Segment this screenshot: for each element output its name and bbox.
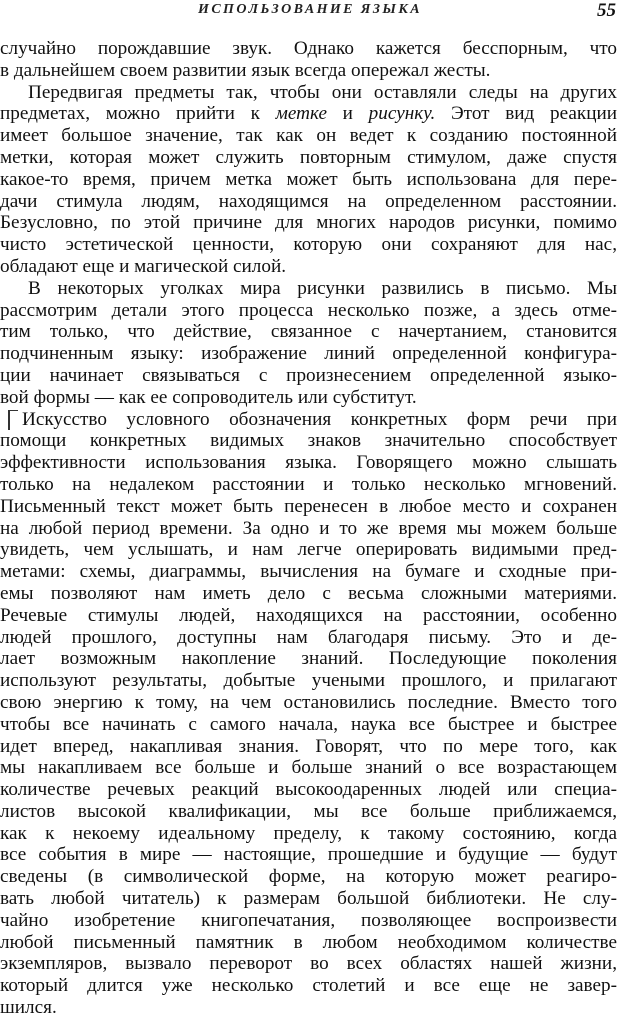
line-text: В некоторых уголках мира рисунки развились в письмо. Мы bbox=[28, 277, 617, 299]
line-text: на любой период времени. За одно и то же время мы можем больше bbox=[0, 517, 617, 539]
line-text: Передвигая предметы так, чтобы они оставляли следы на других bbox=[28, 81, 617, 103]
text-line bbox=[0, 975, 617, 997]
line-text: мы накапливаем все больше и больше знаний о все возрастающем bbox=[0, 757, 617, 779]
line-text: вой формы — как ее сопроводитель или субститут. bbox=[0, 386, 417, 408]
line-text: шился. bbox=[0, 997, 57, 1019]
text-line bbox=[0, 212, 617, 234]
line-text: Речевые стимулы людей, находящихся на расстоянии, особенно bbox=[0, 604, 617, 626]
line-text: лает возможным накопление знаний. Последующие поколения bbox=[0, 648, 617, 670]
text-line bbox=[0, 278, 617, 300]
line-text: только на недалеком расстоянии и только несколько мгновений. bbox=[0, 473, 617, 495]
text-line bbox=[0, 627, 617, 649]
text-line bbox=[0, 474, 617, 496]
line-text: идет вперед, накапливая знания. Говорят, что по мере того, как bbox=[0, 735, 617, 757]
line-text: количестве речевых реакций высокоодаренных людей или специа- bbox=[0, 779, 617, 801]
text-run: Этот вид реакции bbox=[435, 103, 617, 125]
line-text: метки, которая может служить повторным стимулом, даже спустя bbox=[0, 146, 617, 168]
line-text: Безусловно, по этой причине для многих народов рисунки, помимо bbox=[0, 212, 617, 234]
line-text: емы позволяют нам иметь дело с весьма сложными материями. bbox=[0, 582, 617, 604]
text-line bbox=[0, 866, 617, 888]
text-line bbox=[0, 932, 617, 954]
text-line bbox=[0, 191, 617, 213]
line-text: чисто эстетической ценности, которую они сохраняют для нас, bbox=[0, 234, 617, 256]
line-text: обладают еще и магической силой. bbox=[0, 255, 287, 277]
text-line bbox=[0, 779, 617, 801]
text-line bbox=[0, 300, 617, 322]
italic-term: метке bbox=[275, 103, 327, 125]
text-line bbox=[0, 38, 617, 60]
line-text: Письменный текст может быть перенесен в любое место и сохранен bbox=[0, 495, 617, 517]
line-text: тим только, что действие, связанное с начертанием, становится bbox=[0, 321, 617, 343]
italic-term: рисунку. bbox=[368, 103, 436, 125]
text-line bbox=[0, 823, 617, 845]
text-line bbox=[0, 605, 617, 627]
text-line bbox=[0, 736, 617, 758]
running-head bbox=[0, 0, 620, 24]
line-text: помощи конкретных видимых знаков значительно способствует bbox=[0, 430, 617, 452]
text-line bbox=[0, 60, 617, 82]
line-text: чтобы все начинать с самого начала, наука все быстрее и быстрее bbox=[0, 713, 617, 735]
line-text: людей прошлого, доступны нам благодаря письму. Это и де- bbox=[0, 626, 617, 648]
line-text: ции начинает связываться с произнесением определенной языко- bbox=[0, 364, 617, 386]
text-line bbox=[0, 910, 617, 932]
line-text: сведены (в символической форме, на которую может реагиро- bbox=[0, 866, 617, 888]
line-text: все события в мире — настоящие, прошедшие и будущие — будут bbox=[0, 844, 617, 866]
text-line bbox=[0, 714, 617, 736]
text-line bbox=[0, 125, 617, 147]
text-line bbox=[0, 692, 617, 714]
text-line bbox=[0, 757, 617, 779]
text-line bbox=[0, 365, 617, 387]
line-text: дачи стимула людям, находящимся на определенном расстоянии. bbox=[0, 190, 617, 212]
text-line bbox=[0, 583, 617, 605]
text-line bbox=[0, 343, 617, 365]
text-line bbox=[0, 844, 617, 866]
line-text: как к некоему идеальному пределу, к такому состоянию, когда bbox=[0, 822, 617, 844]
text-line bbox=[0, 234, 617, 256]
line-text: листов высокой квалификации, мы все больше приближаемся, bbox=[0, 800, 617, 822]
line-text: чайно изобретение книгопечатания, позволяющее воспроизвести bbox=[0, 909, 617, 931]
line-text: любой письменный памятник в любом необходимом количестве bbox=[0, 931, 617, 953]
line-text: увидеть, чем услышать, и нам легче оперировать видимыми пред- bbox=[0, 539, 617, 561]
text-run: и bbox=[326, 103, 369, 125]
line-text: подчиненным языку: изображение линий определенной конфигура- bbox=[0, 343, 617, 365]
line-text: который длится уже несколько столетий и все еще не завер- bbox=[0, 975, 617, 997]
text-line bbox=[0, 430, 617, 452]
body-text bbox=[0, 38, 617, 1019]
line-text: свою энергию к тому, на чем остановились последние. Вместо того bbox=[0, 691, 617, 713]
line-text: вать любой читатель) к размерам большой библиотеки. Не слу- bbox=[0, 888, 617, 910]
text-line bbox=[0, 452, 617, 474]
text-line bbox=[0, 321, 617, 343]
text-line bbox=[0, 256, 617, 278]
page-number: 55 bbox=[597, 0, 616, 21]
text-line bbox=[0, 82, 617, 104]
line-text: в дальнейшем своем развитии язык всегда опережал жесты. bbox=[0, 59, 491, 81]
running-title: ИСПОЛЬЗОВАНИЕ ЯЗЫКА bbox=[198, 2, 422, 17]
text-line bbox=[0, 670, 617, 692]
line-text: имеет большое значение, так как он ведет к созданию постоянной bbox=[0, 125, 617, 147]
line-text: Искусство условного обозначения конкретных форм речи при bbox=[22, 408, 617, 430]
text-run: предметах, можно прийти к bbox=[0, 103, 276, 125]
line-text: какое-то время, причем метка может быть использована для пере- bbox=[0, 168, 617, 190]
line-text: эффективности использования языка. Говорящего можно слышать bbox=[0, 452, 617, 474]
text-line bbox=[0, 801, 617, 823]
text-line bbox=[0, 953, 617, 975]
paragraph-bracket-mark bbox=[8, 410, 18, 431]
text-line bbox=[0, 997, 617, 1019]
line-text: случайно порождавшие звук. Однако кажется бесспорным, что bbox=[0, 38, 617, 59]
line-text: рассмотрим детали этого процесса несколько позже, а здесь отме- bbox=[0, 299, 617, 321]
text-line bbox=[0, 648, 617, 670]
line-text: используют результаты, добытые учеными прошлого, и прилагают bbox=[0, 670, 617, 692]
text-line bbox=[0, 518, 617, 540]
text-line bbox=[0, 539, 617, 561]
text-line bbox=[0, 169, 617, 191]
text-line bbox=[0, 103, 617, 125]
text-line bbox=[0, 409, 617, 431]
line-text: экземпляров, вызвало переворот во всех областях нашей жизни, bbox=[0, 953, 617, 975]
text-line bbox=[0, 888, 617, 910]
text-line bbox=[0, 561, 617, 583]
text-line bbox=[0, 496, 617, 518]
text-line bbox=[0, 387, 617, 409]
line-text: метами: схемы, диаграммы, вычисления на бумаге и сходные при- bbox=[0, 561, 617, 583]
text-line bbox=[0, 147, 617, 169]
